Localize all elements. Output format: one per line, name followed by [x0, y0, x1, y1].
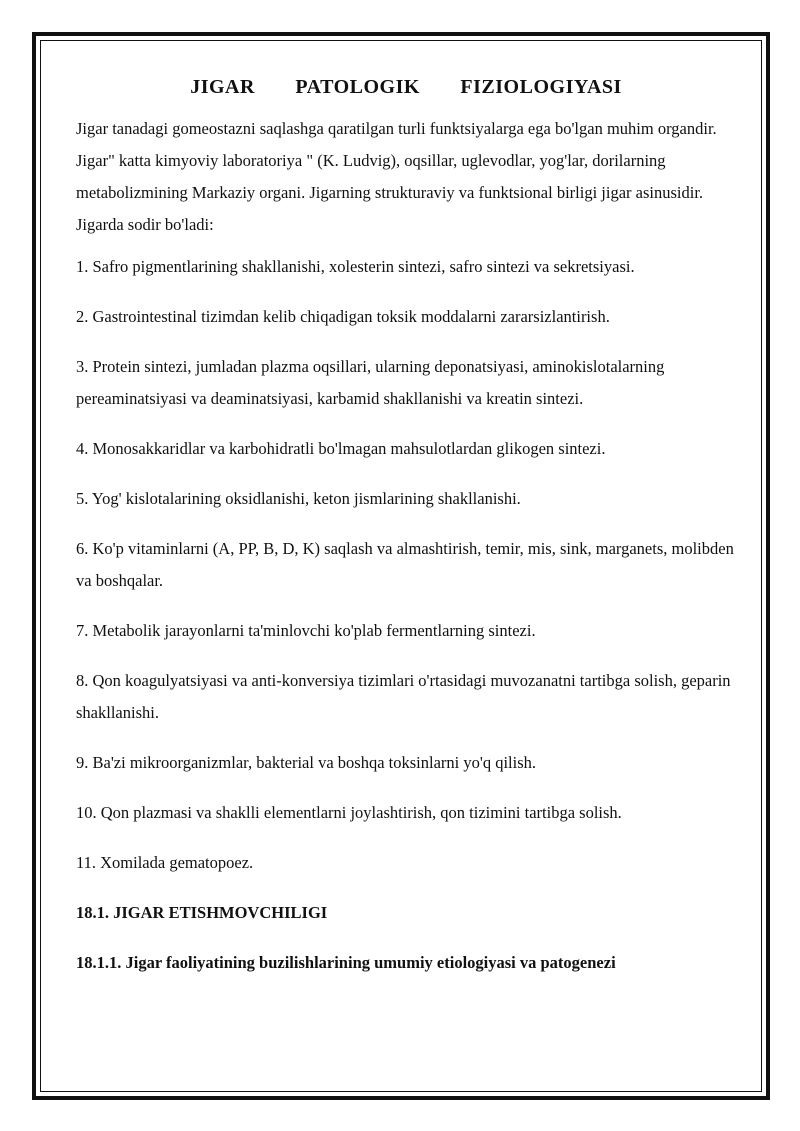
list-item-10: 10. Qon plazmasi va shaklli elementlarni joylashtirish, qon tizimini tartibga solish. — [76, 803, 622, 822]
list-item-7: 7. Metabolik jarayonlarni ta'minlovchi ko'plab fermentlarning sintezi. — [76, 621, 536, 640]
list-item-11: 11. Xomilada gematopoez. — [76, 853, 254, 872]
subsection-heading: 18.1.1. Jigar faoliyatining buzilishlarining umumiy etiologiyasi va patogenezi — [76, 953, 616, 972]
page-title: JIGAR PATOLOGIK FIZIOLOGIYASI — [190, 76, 622, 98]
intro-paragraph: Jigar tanadagi gomeostazni saqlashga qaratilgan turli funktsiyalarga ega bo'lgan muhim organdir. Jigar" katta kimyoviy laboratoriya " (K. Ludvig), oqsillar, uglevodlar, yog'lar, dorilarning metabolizmining Markaziy organi. Jigarning strukturaviy va funktsional birligi jigar asinusidir. Jigarda sodir bo'ladi: — [76, 119, 717, 234]
list-item-6: 6. Ko'p vitaminlarni (A, PP, B, D, K) saqlash va almashtirish, temir, mis, sink, marganets, molibden va boshqalar. — [76, 539, 734, 590]
list-item-5: 5. Yog' kislotalarining oksidlanishi, keton jismlarining shakllanishi. — [76, 489, 521, 508]
list-item-1: 1. Safro pigmentlarining shakllanishi, xolesterin sintezi, safro sintezi va sekretsiyasi. — [76, 257, 635, 276]
list-item-3: 3. Protein sintezi, jumladan plazma oqsillari, ularning deponatsiyasi, aminokislotalarning pereaminatsiyasi va deaminatsiyasi, karbamid shakllanishi va kreatin sintezi. — [76, 357, 665, 408]
list-item-9: 9. Ba'zi mikroorganizmlar, bakterial va boshqa toksinlarni yo'q qilish. — [76, 753, 537, 772]
document-body — [76, 70, 736, 997]
list-item-8: 8. Qon koagulyatsiyasi va anti-konversiya tizimlari o'rtasidagi muvozanatni tartibga solish, geparin shakllanishi. — [76, 671, 731, 722]
section-heading: 18.1. JIGAR ETISHMOVCHILIGI — [76, 903, 328, 922]
list-item-4: 4. Monosakkaridlar va karbohidratli bo'lmagan mahsulotlardan glikogen sintezi. — [76, 439, 606, 458]
functions-list — [76, 251, 736, 879]
list-item-2: 2. Gastrointestinal tizimdan kelib chiqadigan toksik moddalarni zararsizlantirish. — [76, 307, 610, 326]
